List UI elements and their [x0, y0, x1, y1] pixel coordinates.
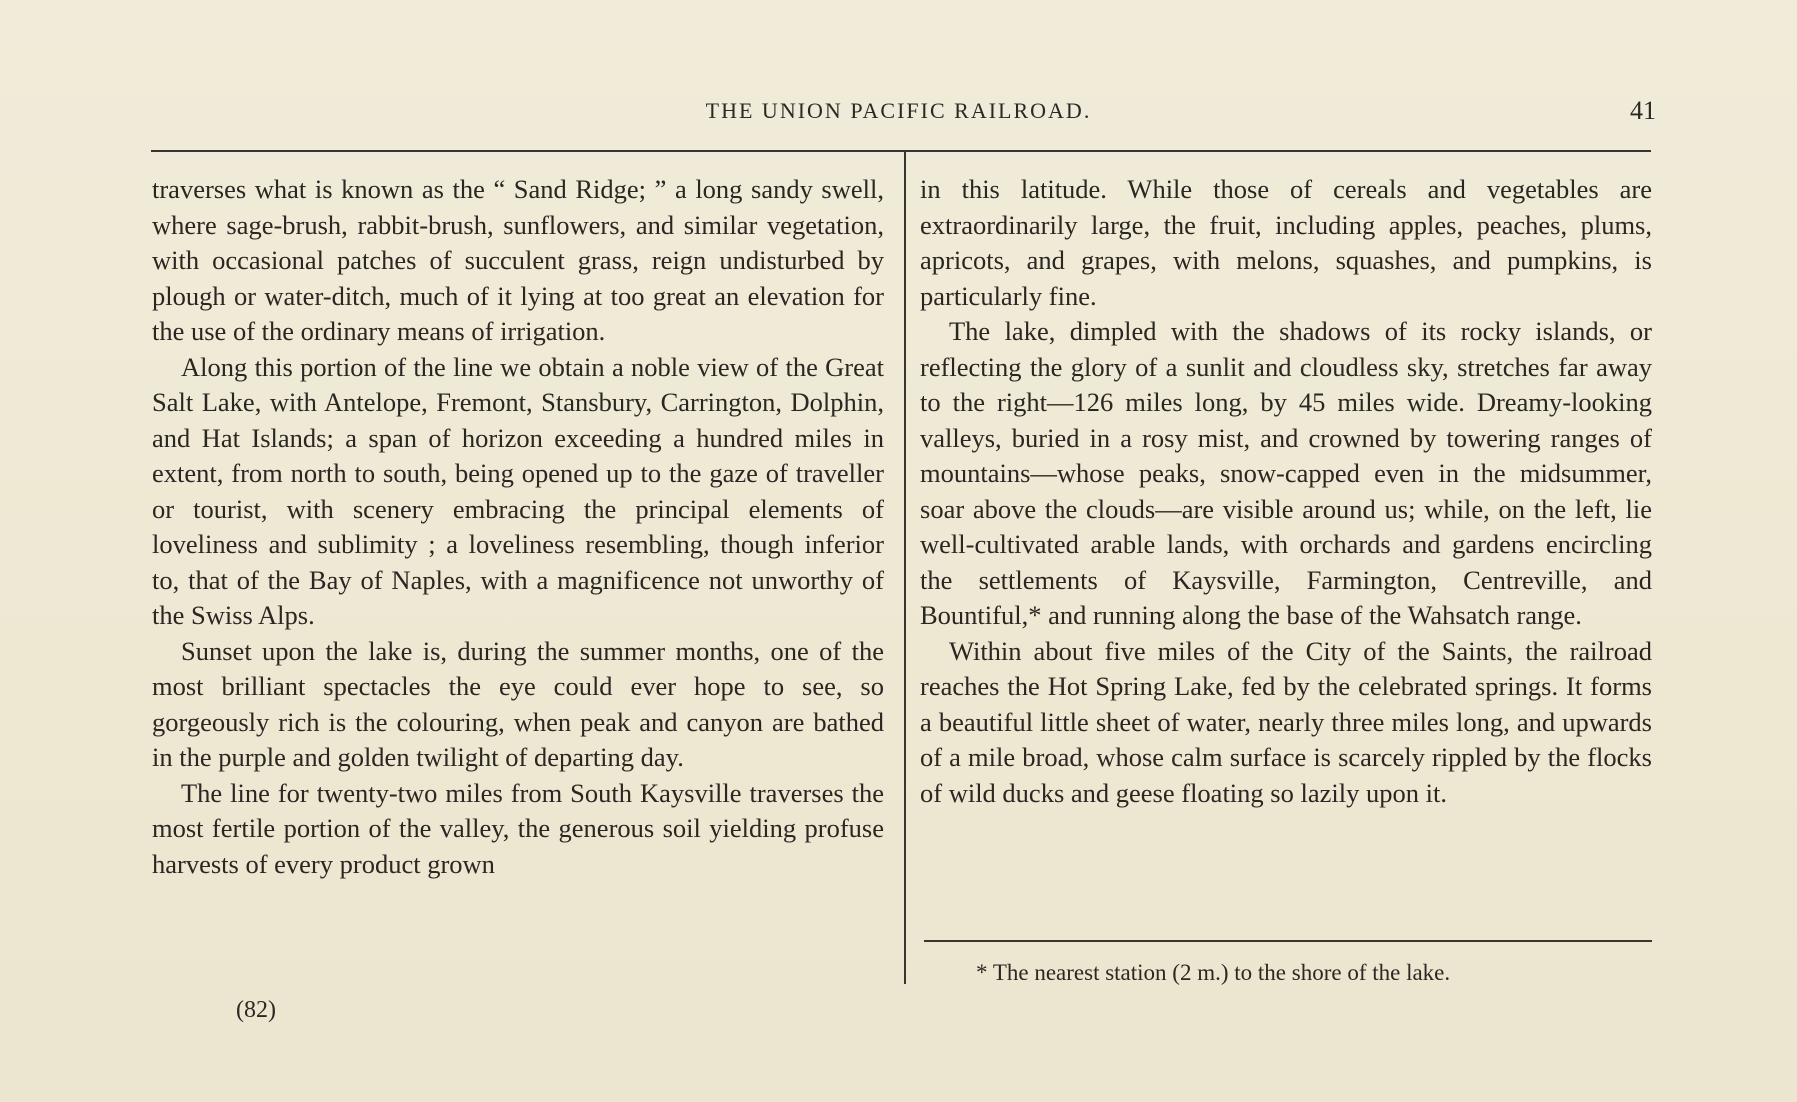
footnote-rule: [924, 940, 1652, 942]
page-number: 41: [1630, 96, 1656, 125]
right-paragraph-2: The lake, dimpled with the shadows of its rocky islands, or reflecting the glory of a sunlit and cloudless sky, stretches far away to the right—126 miles long, by 45 miles wide. Dreamy-looking valleys, buried in a rosy mist, and crowned by towering ranges of mountains—whose peaks, snow-capped even in the midsummer, soar above the clouds—are visible around us; while, on the left, lie well-cultivated arable lands, with orchards and gardens encircling the settlements of Kaysville, Farmington, Centreville, and Bountiful,* and running along the base of the Wahsatch range.: [920, 316, 1652, 630]
left-column: [152, 172, 884, 882]
left-paragraph-1: traverses what is known as the “ Sand Ridge; ” a long sandy swell, where sage-brush, rabbit-brush, sunflowers, and similar vegetation, with occasional patches of succulent grass, reign undisturbed by plough or water-ditch, much of it lying at too great an elevation for the use of the ordinary means of irrigation.: [152, 174, 884, 346]
footnote: * The nearest station (2 m.) to the shore of the lake.: [976, 960, 1451, 985]
right-paragraph-1: in this latitude. While those of cereals and vegetables are extraordinarily large, the fruit, including apples, peaches, plums, apricots, and grapes, with melons, squashes, and pumpkins, is particularly fine.: [920, 174, 1652, 311]
left-paragraph-4: The line for twenty-two miles from South Kaysville traverses the most fertile portion of the valley, the generous soil yielding profuse harvests of every product grown: [152, 777, 884, 879]
column-divider: [904, 152, 906, 984]
left-paragraph-2: Along this portion of the line we obtain a noble view of the Great Salt Lake, with Antelope, Fremont, Stansbury, Carrington, Dolphin, and Hat Islands; a span of horizon exceeding a hundred miles in extent, from north to south, being opened up to the gaze of traveller or tourist, with scenery embracing the principal elements of loveliness and sublimity ; a loveliness resembling, though inferior to, that of the Bay of Naples, with a magnificence not unworthy of the Swiss Alps.: [152, 351, 884, 630]
right-paragraph-3: Within about five miles of the City of the Saints, the railroad reaches the Hot Spring Lake, fed by the celebrated springs. It forms a beautiful little sheet of water, nearly three miles long, and upwards of a mile broad, whose calm surface is scarcely rippled by the flocks of wild ducks and geese floating so lazily upon it.: [920, 635, 1652, 808]
right-column: [920, 172, 1652, 811]
signature-mark: (82): [236, 997, 276, 1023]
left-paragraph-3: Sunset upon the lake is, during the summer months, one of the most brilliant spectacles the eye could ever hope to see, so gorgeously rich is the colouring, when peak and canyon are bathed in the purple and golden twilight of departing day.: [152, 635, 884, 772]
header-rule: [151, 150, 1651, 152]
running-head: THE UNION PACIFIC RAILROAD.: [705, 98, 1092, 123]
